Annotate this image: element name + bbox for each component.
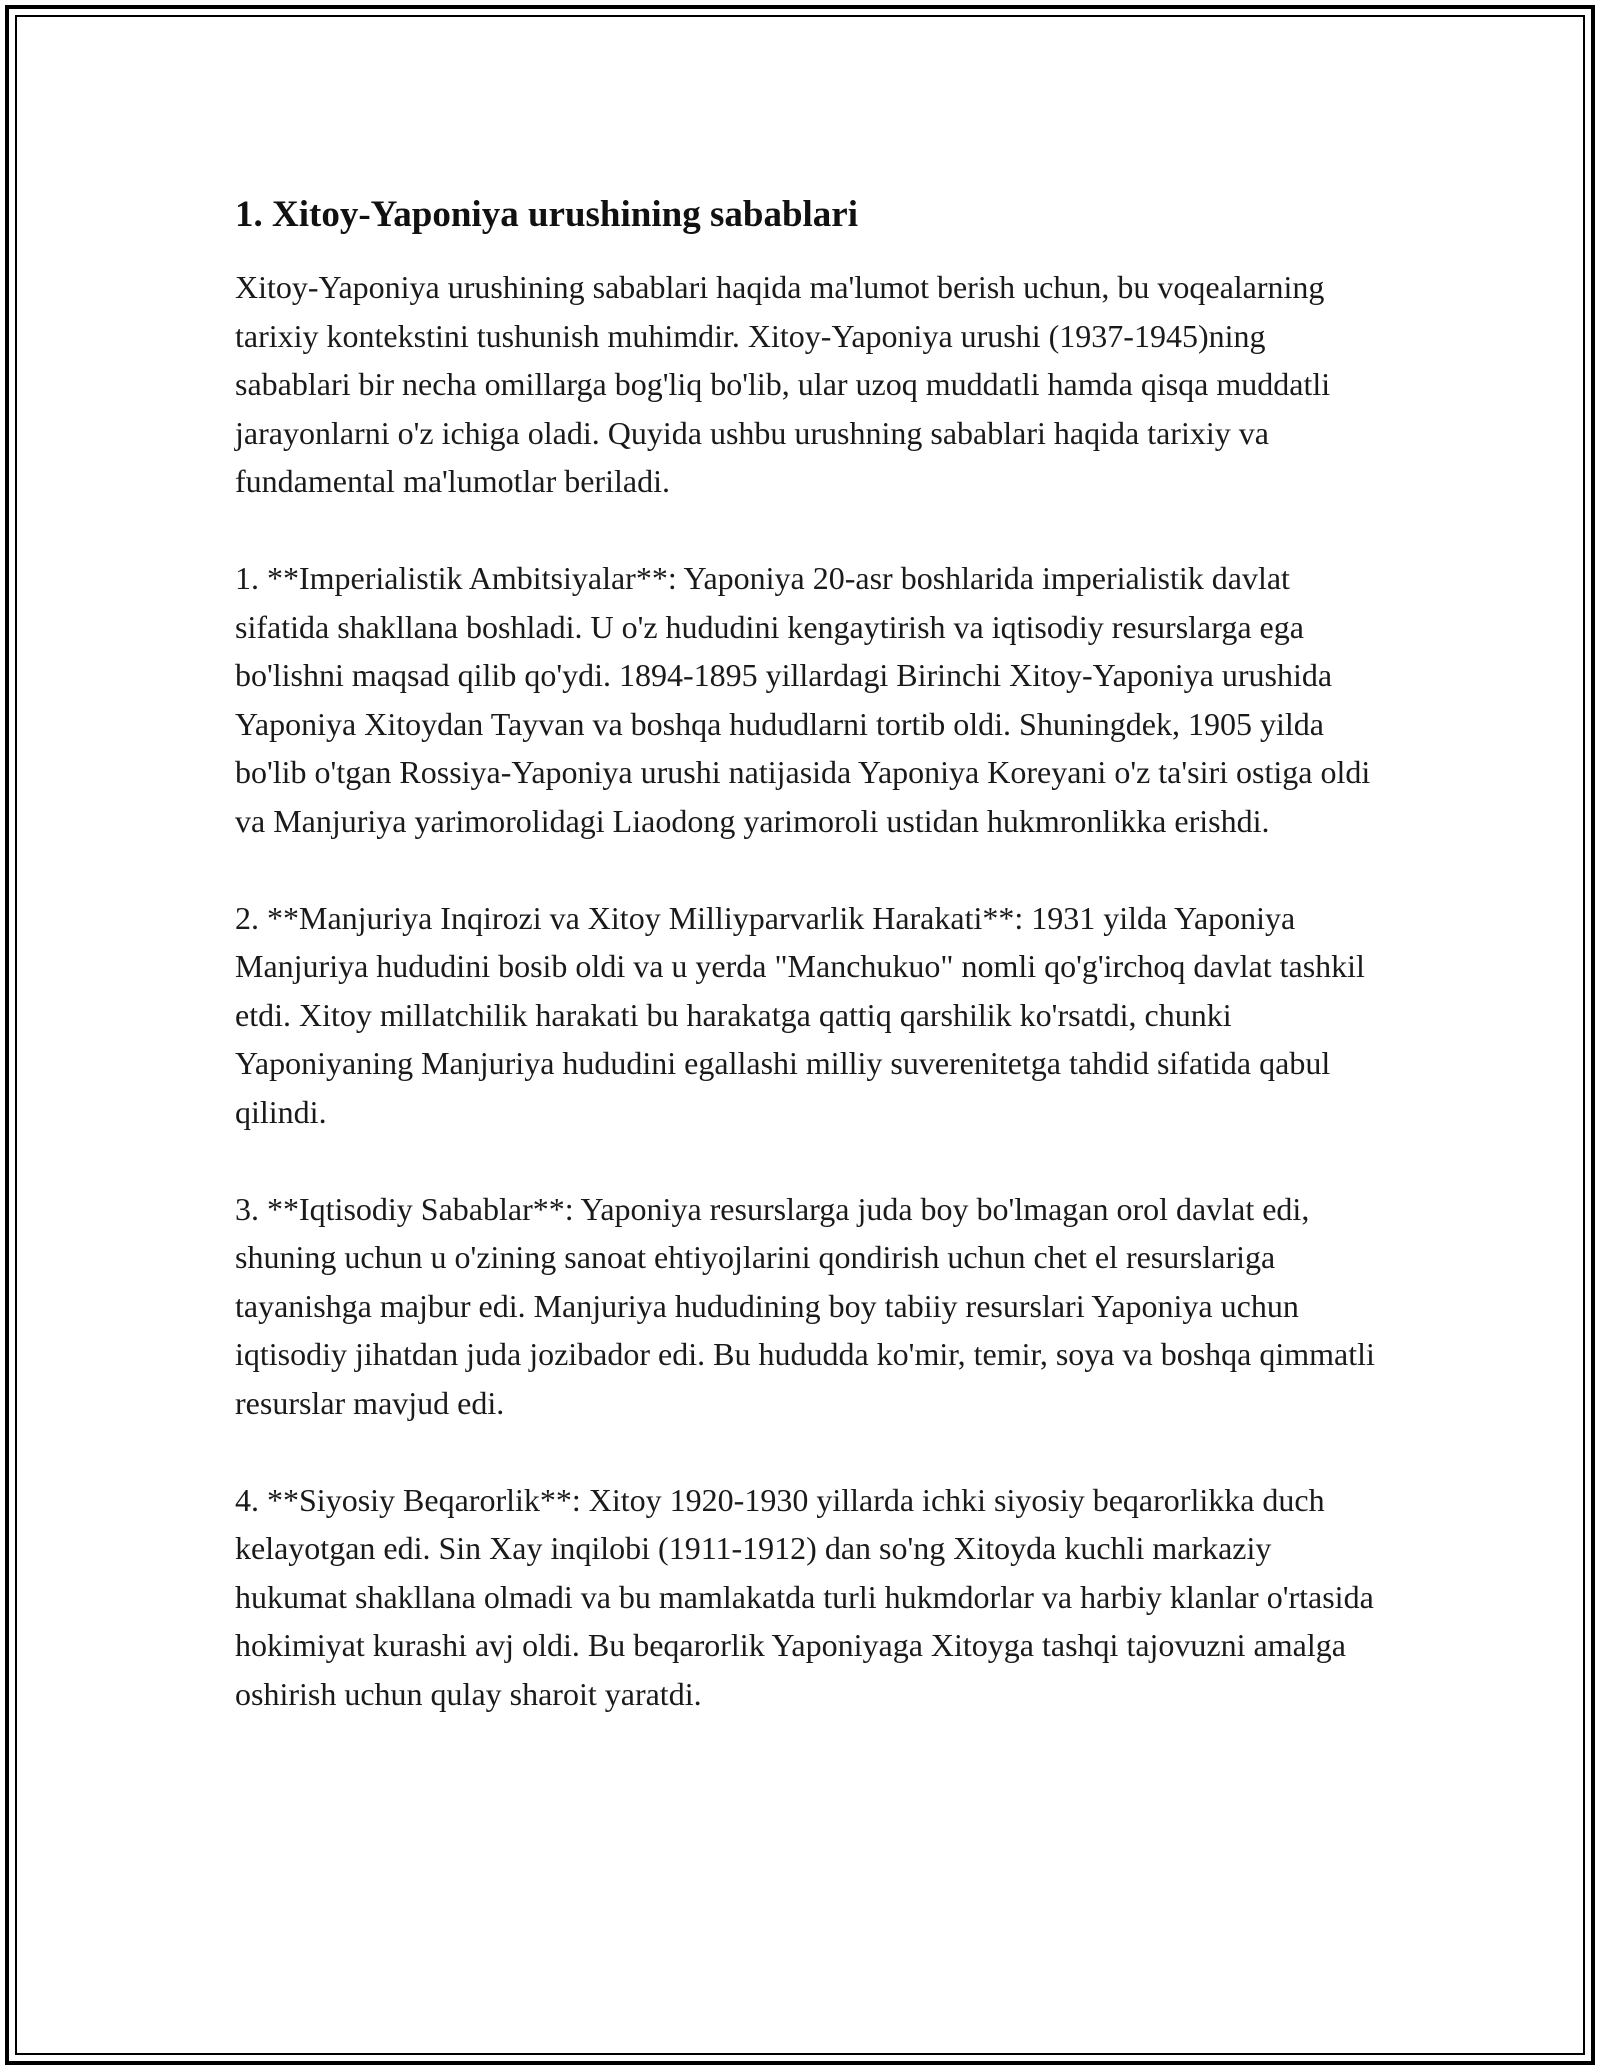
cause-imperialist-ambitions: 1. **Imperialistik Ambitsiyalar**: Yaponiya 20-asr boshlarida imperialistik davlat sifatida shakllana boshladi. U o'z hududini kengaytirish va iqtisodiy resurslarga ega bo'lishni maqsad qilib qo'ydi. 1894-1895 yillardagi Birinchi Xitoy-Yaponiya urushida Yaponiya Xitoydan Tayvan va boshqa hududlarni tortib oldi. Shuningdek, 1905 yilda bo'lib o'tgan Rossiya-Yaponiya urushi natijasida Yaponiya Koreyani o'z ta'siri ostiga oldi va Manjuriya yarimorolidagi Liaodong yarimoroli ustidan hukmronlikka erishdi. bbox=[235, 560, 1371, 839]
page-title: 1. Xitoy-Yaponiya urushining sabablari bbox=[235, 194, 859, 235]
cause-political-instability: 4. **Siyosiy Beqarorlik**: Xitoy 1920-1930 yillarda ichki siyosiy beqarorlikka duch kelayotgan edi. Sin Xay inqilobi (1911-1912) dan so'ng Xitoyda kuchli markaziy hukumat shakllana olmadi va bu mamlakatda turli hukmdorlar va harbiy klanlar o'rtasida hokimiyat kurashi avj oldi. Bu beqarorlik Yaponiyaga Xitoyga tashqi tajovuzni amalga oshirish uchun qulay sharoit yaratdi. bbox=[235, 1481, 1374, 1712]
document-body bbox=[235, 185, 1375, 1767]
cause-manchuria-crisis: 2. **Manjuriya Inqirozi va Xitoy Milliyparvarlik Harakati**: 1931 yilda Yaponiya Manjuriya hududini bosib oldi va u yerda "Manchukuo" nomli qo'g'irchoq davlat tashkil etdi. Xitoy millatchilik harakati bu harakatga qattiq qarshilik ko'rsatdi, chunki Yaponiyaning Manjuriya hududini egallashi milliy suverenitetga tahdid sifatida qabul qilindi. bbox=[235, 899, 1365, 1130]
intro-paragraph: Xitoy-Yaponiya urushining sabablari haqida ma'lumot berish uchun, bu voqealarning tarixiy kontekstini tushunish muhimdir. Xitoy-Yaponiya urushi (1937-1945)ning sabablari bir necha omillarga bog'liq bo'lib, ular uzoq muddatli hamda qisqa muddatli jarayonlarni o'z ichiga oladi. Quyida ushbu urushning sabablari haqida tarixiy va fundamental ma'lumotlar beriladi. bbox=[235, 269, 1331, 499]
cause-economic-reasons: 3. **Iqtisodiy Sabablar**: Yaponiya resurslarga juda boy bo'lmagan orol davlat edi, shuning uchun u o'zining sanoat ehtiyojlarini qondirish uchun chet el resurslariga tayanishga majbur edi. Manjuriya hududining boy tabiiy resurslari Yaponiya uchun iqtisodiy jihatdan juda jozibador edi. Bu hududda ko'mir, temir, soya va boshqa qimmatli resurslar mavjud edi. bbox=[235, 1190, 1375, 1421]
